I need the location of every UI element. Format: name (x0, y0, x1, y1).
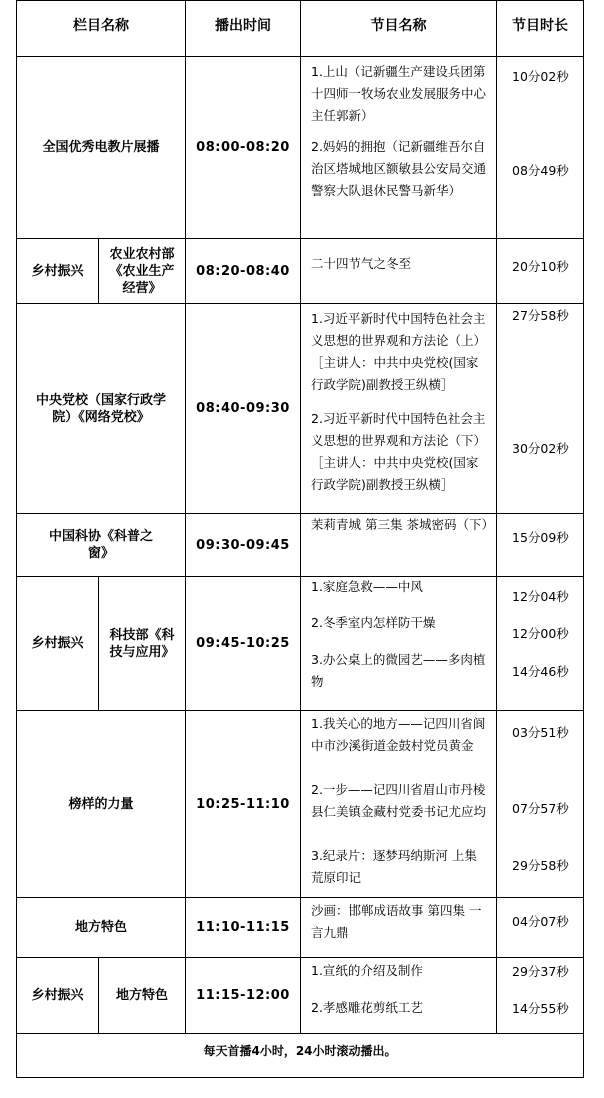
row8-duration-1: 29分37秒 (512, 964, 569, 979)
row3-programs (300, 303, 497, 514)
row1-programs (300, 56, 497, 239)
row1-time: 08:00-08:20 (185, 56, 301, 239)
row1-duration-2: 08分49秒 (512, 163, 569, 178)
row5-programs (300, 576, 497, 711)
row6-programs (300, 710, 497, 898)
row5-column: 乡村振兴 (16, 576, 99, 711)
row5-durations (496, 576, 584, 711)
row2-program-1: 二十四节气之冬至 (311, 256, 412, 271)
row6-duration-2: 07分57秒 (512, 801, 569, 816)
row6-column: 榜样的力量 (16, 710, 186, 898)
row6-program-2: 2.一步——记四川省眉山市丹棱县仁美镇金藏村党委书记尤应均 (311, 782, 487, 819)
row7-program-1: 沙画：邯郸成语故事 第四集 一言九鼎 (311, 903, 482, 940)
row4-duration-1: 15分09秒 (512, 530, 569, 545)
header-program-name: 节目名称 (300, 0, 497, 57)
row1-duration-1: 10分02秒 (512, 69, 569, 84)
header-air-time: 播出时间 (185, 0, 301, 57)
row3-duration-2: 30分02秒 (512, 441, 569, 456)
row7-durations (496, 897, 584, 958)
row2-programs (300, 238, 497, 304)
row1-program-1: 1.上山（记新疆生产建设兵团第十四师一牧场农业发展服务中心主任郭新） (311, 64, 487, 123)
row1-program-2: 2.妈妈的拥抱（记新疆维吾尔自治区塔城地区额敏县公安局交通警察大队退休民警马新华） (311, 139, 487, 198)
row5-program-1: 1.家庭急救——中风 (311, 579, 423, 594)
row7-duration-1: 04分07秒 (512, 914, 569, 929)
row8-programs (300, 957, 497, 1034)
row3-program-2: 2.习近平新时代中国特色社会主义思想的世界观和方法论（下）［主讲人：中共中央党校(国家行政学院)副教授王纵横］ (311, 411, 487, 492)
row3-program-1: 1.习近平新时代中国特色社会主义思想的世界观和方法论（上）［主讲人：中共中央党校(国家行政学院)副教授王纵横］ (311, 311, 487, 392)
row8-sub-column: 地方特色 (98, 957, 186, 1034)
row5-duration-3: 14分46秒 (512, 664, 569, 679)
row8-durations (496, 957, 584, 1034)
row4-program-1: 茉莉青城 第三集 茶城密码（下） (311, 517, 494, 532)
row3-durations (496, 303, 584, 514)
schedule-table (16, 0, 584, 1078)
row2-durations (496, 238, 584, 304)
row7-column: 地方特色 (16, 897, 186, 958)
row1-column: 全国优秀电教片展播 (16, 56, 186, 239)
row7-time: 11:10-11:15 (185, 897, 301, 958)
header-column-name: 栏目名称 (16, 0, 186, 57)
row2-sub-column: 农业农村部《农业生产经营》 (98, 238, 186, 304)
row6-duration-3: 29分58秒 (512, 858, 569, 873)
row8-column: 乡村振兴 (16, 957, 99, 1034)
row8-program-2: 2.孝感雕花剪纸工艺 (311, 1000, 423, 1015)
row5-time: 09:45-10:25 (185, 576, 301, 711)
row4-time: 09:30-09:45 (185, 513, 301, 577)
row5-program-3: 3.办公桌上的微园艺——多肉植物 (311, 652, 486, 689)
row8-program-1: 1.宣纸的介绍及制作 (311, 963, 423, 978)
row4-programs (300, 513, 497, 577)
row1-durations (496, 56, 584, 239)
row5-sub-column: 科技部《科技与应用》 (98, 576, 186, 711)
row4-column: 中国科协《科普之窗》 (16, 513, 186, 577)
row8-time: 11:15-12:00 (185, 957, 301, 1034)
row2-column: 乡村振兴 (16, 238, 99, 304)
row8-duration-2: 14分55秒 (512, 1001, 569, 1016)
row3-time: 08:40-09:30 (185, 303, 301, 514)
row2-time: 08:20-08:40 (185, 238, 301, 304)
row6-time: 10:25-11:10 (185, 710, 301, 898)
row6-duration-1: 03分51秒 (512, 725, 569, 740)
row7-programs (300, 897, 497, 958)
row3-column: 中央党校（国家行政学院）《网络党校》 (16, 303, 186, 514)
footer-note: 每天首播4小时，24小时滚动播出。 (16, 1033, 584, 1078)
row2-duration-1: 20分10秒 (512, 259, 569, 274)
row4-durations (496, 513, 584, 577)
row3-duration-1: 27分58秒 (512, 308, 569, 323)
row5-program-2: 2.冬季室内怎样防干燥 (311, 615, 436, 630)
row5-duration-2: 12分00秒 (512, 626, 569, 641)
row6-durations (496, 710, 584, 898)
row5-duration-1: 12分04秒 (512, 589, 569, 604)
row6-program-1: 1.我关心的地方——记四川省阆中市沙溪街道金鼓村党员黄金 (311, 716, 486, 753)
header-duration: 节目时长 (496, 0, 584, 57)
row6-program-3: 3.纪录片：逐梦玛纳斯河 上集 荒原印记 (311, 848, 477, 885)
